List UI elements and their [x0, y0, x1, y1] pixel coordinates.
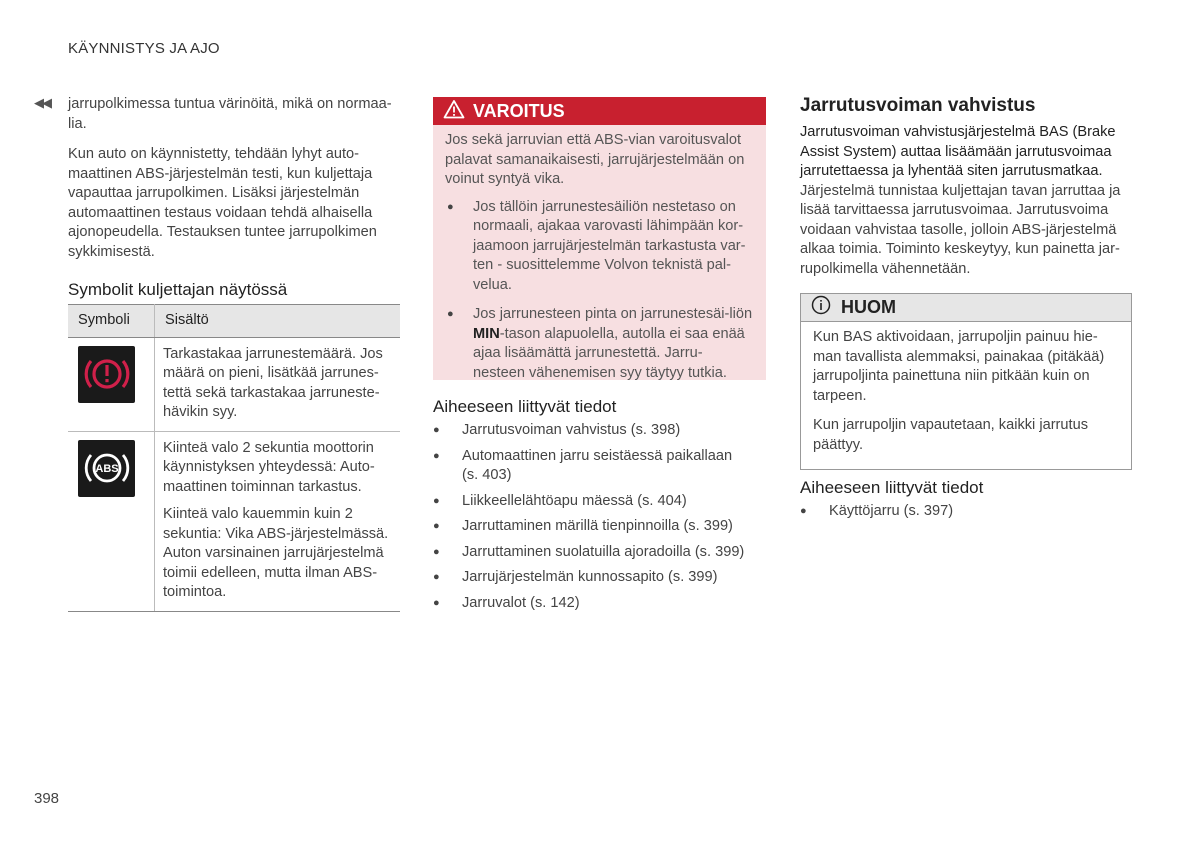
paragraph-abs-test: Kun auto on käynnistetty, tehdään lyhyt auto-maattinen ABS-järjestelmän testi, kun kuljettaja vapauttaa jarrupolkimen. Lisäksi järjestelmän automaattinen testaus voidaan tehdä alhaisella ajonopeudella. Testauksen tuntee jarrupolkimen sykkimisestä. — [68, 146, 377, 260]
related-list — [433, 421, 773, 613]
related-link[interactable]: ● Jarruttaminen märillä tienpinnoilla (s. 399) — [433, 517, 773, 537]
table-row — [68, 337, 400, 431]
abs-icon — [78, 440, 135, 497]
related-link[interactable]: ● Käyttöjarru (s. 397) — [800, 502, 1132, 522]
table-header-row — [68, 305, 400, 338]
symbol-cell — [68, 431, 155, 611]
related-info-middle — [433, 397, 773, 619]
bas-body: Järjestelmä tunnistaa kuljettajan tavan jarruttaa ja lisää tarvittaessa jarrutusvoimaa. Jarrutusvoima voidaan vahvistaa tasolle, jolloin ABS-järjestelmä alkaa toimia. Toiminto keskeytyy, kun painetta jar-rupolkimella vähennetään. — [800, 182, 1121, 277]
warning-title: VAROITUS — [473, 100, 565, 121]
chapter-header: KÄYNNISTYS JA AJO — [68, 40, 220, 57]
note-para-1: Kun BAS aktivoidaan, jarrupoljin painuu hie-man tavallista alemmaksi, painakaa (pitäkää) jarrupoljinta painettuna niin pitkään kuin on tarpeen. — [813, 329, 1105, 404]
related-link[interactable]: ● Jarruvalot (s. 142) — [433, 594, 773, 614]
related-link[interactable]: ● Jarrutusvoiman vahvistus (s. 398) — [433, 421, 773, 441]
content-cell — [155, 431, 401, 611]
related-link[interactable]: ● Jarrujärjestelmän kunnossapito (s. 399) — [433, 568, 773, 588]
bas-title: Jarrutusvoiman vahvistus — [800, 95, 1036, 116]
symbols-heading: Symbolit kuljettajan näytössä — [68, 280, 288, 299]
warning-triangle-icon — [443, 99, 465, 124]
abs-icon-label: ABS — [94, 463, 119, 475]
related-link[interactable]: ● Automaattinen jarru seistäessä paikallaan (s. 403) — [433, 447, 773, 486]
related-link[interactable]: ● Liikkeellelähtöapu mäessä (s. 404) — [433, 492, 773, 512]
note-title: HUOM — [841, 297, 896, 317]
note-header — [801, 294, 1131, 322]
left-column — [68, 95, 400, 612]
right-column — [800, 95, 1132, 290]
paragraph-continued: jarrupolkimessa tuntua värinöitä, mikä on normaa-lia. — [68, 96, 392, 132]
bullet2-post: -tason alapuolella, autolla ei saa enää ajaa lisäämättä jarrunestettä. Jarru-nesteen vähenemisen syy täytyy tutkia. — [473, 325, 745, 381]
brake-fluid-text: Tarkastakaa jarrunestemäärä. Jos määrä on pieni, lisätkää jarrunes-tettä sekä tarkastakaa jarruneste-hävikin syy. — [163, 345, 383, 420]
note-body — [801, 322, 1131, 469]
column-header-content: Sisältö — [155, 305, 401, 338]
note-para-2: Kun jarrupoljin vapautetaan, kaikki jarrutus päättyy. — [813, 417, 1089, 453]
related-list — [800, 502, 1132, 522]
related-heading: Aiheeseen liittyvät tiedot — [433, 397, 617, 416]
symbols-table — [68, 304, 400, 612]
abs-text-1: Kiinteä valo 2 sekuntia moottorin käynnistyksen yhteydessä: Auto-maattinen toiminnan tarkastus. — [163, 439, 375, 495]
table-row — [68, 431, 400, 611]
warning-intro: Jos sekä jarruvian että ABS-vian varoitusvalot palavat samanaikaisesti, jarrujärjestelmään on voinut syntyä vika. — [445, 132, 745, 187]
note-box — [800, 293, 1132, 470]
warning-header — [433, 97, 766, 125]
list-item: ● Jos tällöin jarrunestesäiliön nestetaso on normaali, ajakaa varovasti lähimpään kor-jaamoon jarrujärjestelmän tarkastusta var-ten - suosittelemme Volvon teknistä pal-velua. — [445, 198, 754, 296]
page-number: 398 — [34, 790, 60, 807]
warning-list — [445, 198, 754, 384]
brake-warning-icon — [78, 346, 135, 403]
continuation-icon: ◀◀ — [34, 95, 50, 110]
abs-text-2: Kiinteä valo kauemmin kuin 2 sekuntia: Vika ABS-järjestelmässä. Auton varsinainen jarrujärjestelmä toimii edelleen, mutta ilman ABS-toimintoa. — [163, 506, 389, 600]
bullet2-pre: Jos jarrunesteen pinta on jarrunestesäi-liön — [473, 306, 753, 322]
related-heading: Aiheeseen liittyvät tiedot — [800, 478, 984, 497]
content-cell — [155, 337, 401, 431]
related-info-right — [800, 478, 1132, 528]
list-item — [445, 305, 754, 383]
warning-box — [433, 97, 766, 380]
related-link[interactable]: ● Jarruttaminen suolatuilla ajoradoilla (s. 399) — [433, 543, 773, 563]
column-header-symbol: Symboli — [68, 305, 155, 338]
symbol-cell — [68, 337, 155, 431]
info-icon — [811, 295, 831, 320]
warning-body — [433, 125, 766, 383]
min-label: MIN — [473, 325, 500, 342]
bas-lead: Jarrutusvoiman vahvistusjärjestelmä BAS (Brake Assist System) auttaa lisäämään jarrutusvoimaa jarrutettaessa ja lyhentää siten jarrutusmatkaa. — [800, 124, 1116, 179]
